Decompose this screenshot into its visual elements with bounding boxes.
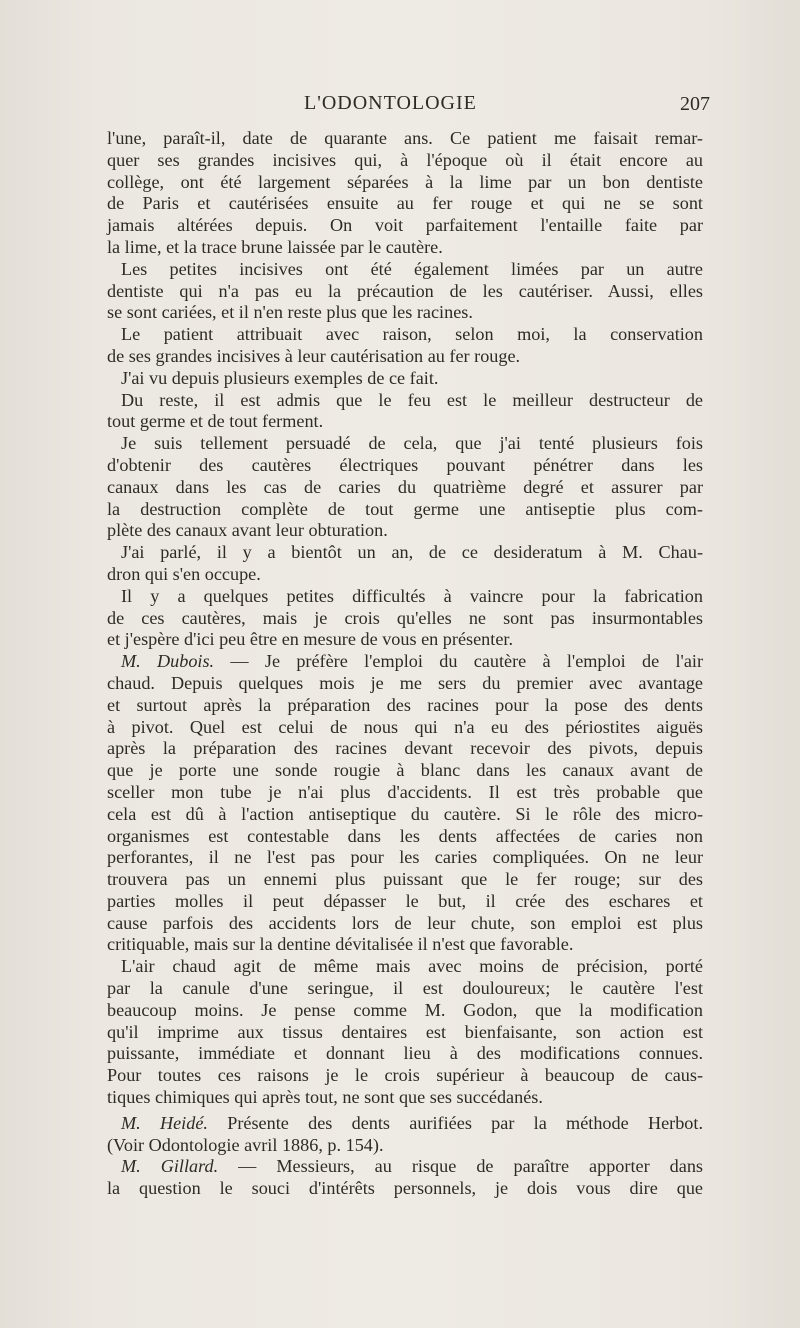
paragraph	[107, 368, 703, 390]
text-line: tiques chimiques qui après tout, ne sont que ses succédanés.	[107, 1087, 543, 1108]
text-line: tout germe et de tout ferment.	[107, 411, 324, 432]
paragraph	[107, 433, 703, 542]
paragraph	[107, 651, 703, 956]
text-line: Du reste, il est admis que le feu est le meilleur destructeur de	[121, 389, 703, 410]
text-line: (Voir Odontologie avril 1886, p. 154).	[107, 1134, 384, 1155]
paragraph	[107, 259, 703, 324]
text-line: Je suis tellement persuadé de cela, que j'ai tenté plusieurs fois	[121, 433, 703, 454]
paragraph	[107, 586, 703, 651]
text-line: plète des canaux avant leur obturation.	[107, 520, 388, 541]
page-number: 207	[680, 93, 710, 115]
text-line: la lime, et la trace brune laissée par le cautère.	[107, 236, 443, 257]
paragraph	[107, 1156, 703, 1200]
text-line: J'ai parlé, il y a bientôt un an, de ce desideratum à M. Chau-	[121, 542, 703, 563]
body-text	[107, 128, 703, 1200]
text-line: canaux dans les cas de caries du quatrième degré et assurer par	[107, 476, 703, 497]
text-line: J'ai vu depuis plusieurs exemples de ce fait.	[121, 367, 439, 388]
text-line: et surtout après la préparation des racines pour la pose des dents	[107, 694, 703, 715]
text-line: qu'il imprime aux tissus dentaires est bienfaisante, son action est	[107, 1021, 703, 1042]
text-line	[107, 1156, 703, 1178]
text-line: de ses grandes incisives à leur cautérisation au fer rouge.	[107, 345, 521, 366]
paragraph	[107, 956, 703, 1109]
text-line: après la préparation des racines devant recevoir des pivots, depuis	[107, 738, 703, 759]
text-line: par la canule d'une seringue, il est douloureux; le cautère l'est	[107, 978, 703, 999]
text-line: collège, ont été largement séparées à la lime par un bon dentiste	[107, 171, 703, 192]
text-line: chaud. Depuis quelques mois je me sers du premier avec avantage	[107, 672, 703, 693]
text-line: dron qui s'en occupe.	[107, 563, 261, 584]
text-line: Pour toutes ces raisons je le crois supérieur à beaucoup de caus-	[107, 1065, 703, 1086]
text-line: Les petites incisives ont été également limées par un autre	[121, 258, 703, 279]
text-line: Il y a quelques petites difficultés à vaincre pour la fabrication	[121, 585, 703, 606]
paragraph	[107, 324, 703, 368]
text-line: cela est dû à l'action antiseptique du cautère. Si le rôle des micro-	[107, 803, 703, 824]
text-line: critiquable, mais sur la dentine dévitalisée il n'est que favorable.	[107, 934, 574, 955]
running-title: L'ODONTOLOGIE	[304, 92, 477, 114]
text-line: et j'espère d'ici peu être en mesure de vous en présenter.	[107, 629, 514, 650]
text-fragment: Présente des dents aurifiées par la méthode Herbot.	[207, 1112, 704, 1133]
text-line: perforantes, il ne l'est pas pour les caries compliquées. On ne leur	[107, 847, 703, 868]
text-line: organismes est contestable dans les dents affectées de caries non	[107, 825, 703, 846]
paragraph	[107, 128, 703, 259]
speaker-name: M. Heidé.	[121, 1112, 208, 1133]
text-line: à pivot. Quel est celui de nous qui n'a eu des périostites aiguës	[107, 716, 703, 737]
text-line: L'air chaud agit de même mais avec moins de précision, porté	[121, 956, 703, 977]
text-line: de ces cautères, mais je crois qu'elles ne sont pas insurmontables	[107, 607, 703, 628]
text-line: la question le souci d'intérêts personnels, je dois vous dire que	[107, 1178, 703, 1199]
text-line: que je porte une sonde rougie à blanc dans les canaux avant de	[107, 760, 703, 781]
text-line: cause parfois des accidents lors de leur chute, son emploi est plus	[107, 912, 703, 933]
text-line: parties molles il peut dépasser le but, il crée des eschares et	[107, 890, 703, 911]
text-line	[107, 1113, 703, 1135]
text-line: beaucoup moins. Je pense comme M. Godon, que la modification	[107, 999, 703, 1020]
text-line: quer ses grandes incisives qui, à l'époque où il était encore au	[107, 149, 703, 170]
text-line: Le patient attribuait avec raison, selon moi, la conservation	[121, 324, 703, 345]
paragraph	[107, 542, 703, 586]
text-line: la destruction complète de tout germe une antiseptie plus com-	[107, 498, 703, 519]
text-line: se sont cariées, et il n'en reste plus que les racines.	[107, 302, 473, 323]
speaker-name: M. Dubois.	[121, 651, 215, 672]
text-line: sceller mon tube je n'ai plus d'accidents. Il est très probable que	[107, 781, 703, 802]
text-fragment: — Je préfère l'emploi du cautère à l'emploi de l'air	[214, 651, 703, 672]
paragraph	[107, 390, 703, 434]
text-line	[107, 651, 703, 673]
text-line: trouvera pas un ennemi plus puissant que le fer rouge; sur des	[107, 869, 703, 890]
speaker-name: M. Gillard.	[121, 1156, 219, 1177]
text-line: de Paris et cautérisées ensuite au fer rouge et qui ne se sont	[107, 193, 703, 214]
page-header	[110, 92, 710, 118]
text-line: d'obtenir des cautères électriques pouvant pénétrer dans les	[107, 454, 703, 475]
text-fragment: — Messieurs, au risque de paraître apporter dans	[218, 1156, 703, 1177]
paragraph	[107, 1113, 703, 1157]
text-line: dentiste qui n'a pas eu la précaution de les cautériser. Aussi, elles	[107, 280, 703, 301]
text-line: l'une, paraît-il, date de quarante ans. Ce patient me faisait remar-	[107, 128, 703, 148]
text-line: puissante, immédiate et donnant lieu à des modifications connues.	[107, 1043, 703, 1064]
text-line: jamais altérées depuis. On voit parfaitement l'entaille faite par	[107, 215, 703, 236]
